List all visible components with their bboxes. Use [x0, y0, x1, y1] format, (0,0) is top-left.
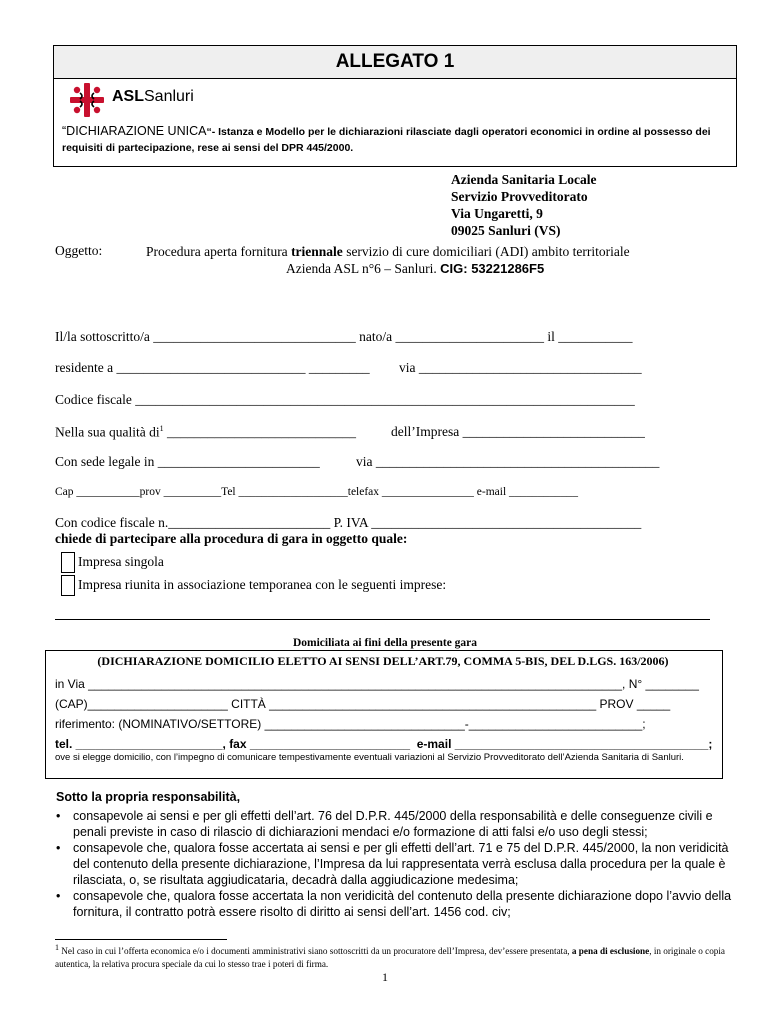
- declaration-rest: “- Istanza e Modello per le dichiarazioni rilasciate dagli operatori economici in ordine al possesso dei requisiti di partecipazione, rese ai sensi del DPR 445/2000.: [62, 126, 711, 154]
- field-dom-cap-citta[interactable]: (CAP)_____________________ CITTÀ _________________________________________________ PROV _____: [55, 697, 671, 711]
- option-impresa-riunita: Impresa riunita in associazione temporanea con le seguenti imprese:: [78, 577, 447, 592]
- footnote-bold: a pena di esclusione: [571, 946, 650, 957]
- oggetto-pre: Procedura aperta fornitura: [146, 244, 292, 259]
- dom-tel[interactable]: tel. ______________________,: [55, 737, 226, 751]
- cig-code: CIG: 53221286F5: [440, 261, 545, 276]
- asl-cross-icon: [68, 82, 106, 118]
- qualita-blank[interactable]: ____________________________: [163, 424, 356, 440]
- recipient-line: 09025 Sanluri (VS): [451, 223, 561, 238]
- list-item-text: consapevole ai sensi e per gli effetti dell’art. 76 del D.P.R. 445/2000 della responsabilità e delle conseguenze civili e penali previste in caso di rilascio di dichiarazioni mendaci e/o formazione di atti falsi e/o uso degli stessi;: [73, 809, 713, 839]
- page-number: 1: [382, 970, 388, 984]
- field-qualita[interactable]: [55, 424, 356, 441]
- field-impresa[interactable]: dell’Impresa ___________________________: [391, 424, 645, 439]
- field-dom-riferimento[interactable]: riferimento: (NOMINATIVO/SETTORE) ______________________________-__________________________;: [55, 717, 646, 731]
- footnote-number: 1: [55, 943, 59, 952]
- recipient-line: Via Ungaretti, 9: [451, 206, 543, 221]
- bullet-icon: •: [56, 889, 61, 903]
- logo-bold-text: ASL: [112, 88, 144, 105]
- list-item: [56, 808, 732, 840]
- list-item-text: consapevole che, qualora fosse accertata ai sensi e per gli effetti dell’art. 71 e 75 del D.P.R. 445/2000, la non veridicità del contenuto della presente dichiarazione, l’Impresa da lui rappresentata verrà esclusa dalla procedura per la quale è rilasciata, o, se risultata aggiudicataria, decadrà dalla aggiudicazione medesima;: [73, 841, 729, 887]
- chiede-partecipare: chiede di partecipare alla procedura di gara in oggetto quale:: [55, 531, 408, 546]
- oggetto-label: Oggetto:: [55, 243, 103, 258]
- recipient-address: [451, 171, 597, 239]
- qualita-label: Nella sua qualità di: [55, 424, 160, 440]
- footnote-ref: 1: [159, 424, 164, 433]
- recipient-line: Servizio Provveditorato: [451, 189, 588, 204]
- list-item-text: consapevole che, qualora fosse accertata la non veridicità del contenuto della presente dichiarazione dopo l’avvio della fornitura, il contratto potrà essere risolto di diritto ai sensi dell’art. 1456 cod. civ;: [73, 889, 732, 919]
- field-via-sede[interactable]: via __________________________________________: [356, 454, 660, 469]
- declaration-lead: “DICHIARAZIONE UNICA: [62, 124, 207, 138]
- field-residente[interactable]: residente a ____________________________ _________: [55, 360, 370, 375]
- checkbox-impresa-riunita[interactable]: [61, 575, 75, 596]
- option-impresa-singola: Impresa singola: [78, 554, 164, 569]
- footnote-post: , in originale o copia autentica, la relativa procura speciale da cui lo stesso trae i poteri di firma.: [55, 946, 726, 970]
- oggetto-text: [146, 243, 726, 277]
- footnote: [55, 941, 731, 971]
- bullet-icon: •: [56, 809, 61, 823]
- field-dom-via[interactable]: in Via ________________________________________________________________________________, N° ________: [55, 677, 699, 691]
- dom-email[interactable]: e-mail ______________________________________;: [416, 737, 713, 751]
- imprese-blank-line[interactable]: [55, 619, 710, 620]
- oggetto-line2: Azienda ASL n°6 – Sanluri.: [286, 261, 441, 276]
- oggetto-bold: triennale: [291, 244, 343, 259]
- domicilio-note: ove si elegge domicilio, con l’impegno di comunicare tempestivamente eventuali variazioni al Servizio Provveditorato dell’Azienda Sanitaria di Sanluri.: [55, 752, 684, 763]
- field-contatti[interactable]: Cap ___________prov __________Tel ___________________telefax ________________ e-mail ____________: [55, 486, 579, 498]
- field-codice-fiscale[interactable]: Codice fiscale __________________________________________________________________________: [55, 392, 635, 407]
- field-cf-piva[interactable]: Con codice fiscale n.________________________ P. IVA ________________________________________: [55, 515, 642, 530]
- asl-logo-text: [112, 88, 194, 106]
- bullet-icon: •: [56, 841, 61, 855]
- logo-regular-text: Sanluri: [144, 88, 194, 105]
- footnote-separator: [55, 939, 227, 940]
- title-box: [53, 45, 737, 79]
- domicilio-subtitle: (DICHIARAZIONE DOMICILIO ELETTO AI SENSI DELL’ART.79, COMMA 5-BIS, DEL D.LGS. 163/2006): [97, 654, 669, 668]
- responsabilita-title: Sotto la propria responsabilità,: [56, 790, 241, 804]
- field-sottoscritto[interactable]: Il/la sottoscritto/a ______________________________ nato/a ______________________ il ___________: [55, 329, 633, 344]
- dom-fax[interactable]: fax ________________________: [229, 737, 411, 751]
- checkbox-impresa-singola[interactable]: [61, 552, 75, 573]
- field-dom-contatti[interactable]: [55, 737, 712, 751]
- declaration-heading: [62, 123, 730, 156]
- field-sede-legale[interactable]: Con sede legale in ________________________: [55, 454, 320, 469]
- field-via-residenza[interactable]: via _________________________________: [399, 360, 642, 375]
- oggetto-post: servizio di cure domiciliari (ADI) ambito territoriale: [342, 244, 630, 259]
- list-item: [56, 840, 732, 888]
- recipient-line: Azienda Sanitaria Locale: [451, 172, 597, 187]
- domicilio-title: Domiciliata ai fini della presente gara: [292, 637, 478, 649]
- list-item: [56, 888, 732, 920]
- asl-logo: [68, 82, 106, 123]
- page-title: ALLEGATO 1: [335, 51, 455, 72]
- responsabilita-list: [56, 808, 732, 920]
- footnote-pre: Nel caso in cui l’offerta economica e/o i documenti amministrativi siano sottoscritti da un procuratore dell’Impresa, dev’essere presentata,: [59, 946, 572, 957]
